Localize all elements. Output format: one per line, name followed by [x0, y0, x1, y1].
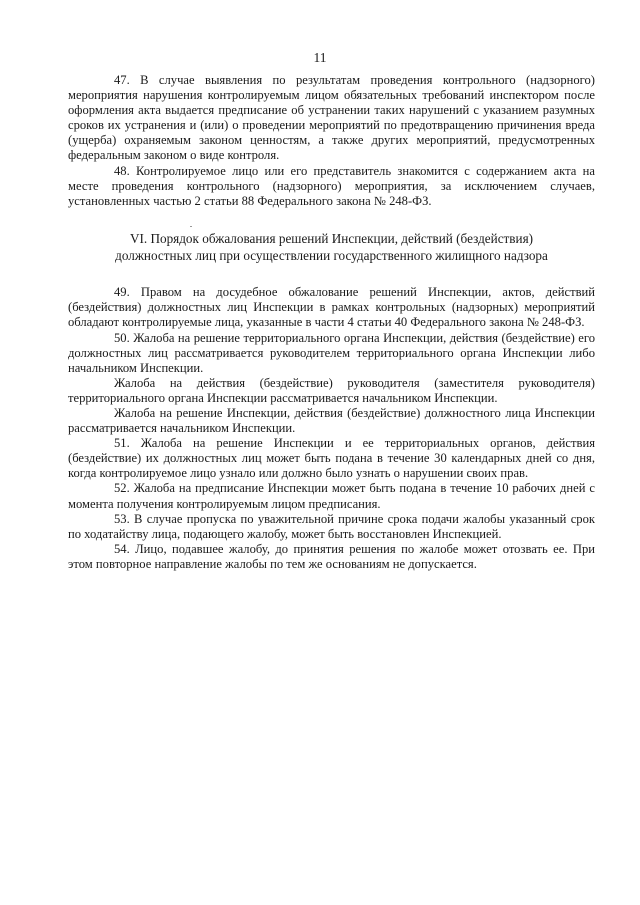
paragraph-47: 47. В случае выявления по результатам проведения контрольного (надзорного) мероприятия нарушения контролируемым лицом обязательных требований инспектором после оформления акта выдается предписание об устранении таких нарушений с указанием разумных сроков их устранения и (или) о проведении мероприятий по предотвращению причинения вреда (ущерба) охраняемым законом ценностям, а также других мероприятий, предусмотренных федеральным законом о виде контроля.	[68, 73, 595, 163]
section-heading-line-2: должностных лиц при осуществлении государственного жилищного надзора	[115, 248, 548, 264]
document-body	[68, 73, 595, 572]
section-heading-line-1: VI. Порядок обжалования решений Инспекции, действий (бездействия)	[129, 230, 534, 246]
paragraph-54: 54. Лицо, подавшее жалобу, до принятия решения по жалобе может отозвать ее. При этом повторное направление жалобы по тем же основаниям не допускается.	[68, 541, 595, 571]
paragraph-48: 48. Контролируемое лицо или его представитель знакомится с содержанием акта на месте проведения контрольного (надзорного) мероприятия, за исключением случаев, установленных частью 2 статьи 88 Федерального закона № 248-ФЗ.	[68, 163, 595, 208]
paragraph-51: 51. Жалоба на решение Инспекции и ее территориальных органов, действия (бездействие) их должностных лиц может быть подана в течение 30 календарных дней со дня, когда контролируемое лицо узнало или должно было узнать о нарушении своих прав.	[68, 436, 595, 481]
page-number: 11	[313, 50, 327, 65]
section-heading	[68, 230, 595, 264]
paragraph-53: 53. В случае пропуска по уважительной причине срока подачи жалобы указанный срок по ходатайству лица, подающего жалобу, может быть восстановлен Инспекцией.	[68, 511, 595, 541]
paragraph-52: 52. Жалоба на предписание Инспекции может быть подана в течение 10 рабочих дней с момента получения контролируемым лицом предписания.	[68, 481, 595, 511]
paragraph-50-deputy: Жалоба на действия (бездействие) руководителя (заместителя руководителя) территориального органа Инспекции рассматривается начальником Инспекции.	[68, 375, 595, 405]
paragraph-50-inspection: Жалоба на решение Инспекции, действия (бездействие) должностного лица Инспекции рассматривается начальником Инспекции.	[68, 406, 595, 436]
paragraph-49: 49. Правом на досудебное обжалование решений Инспекции, актов, действий (бездействия) должностных лиц Инспекции в рамках контрольных (надзорных) мероприятий обладают контролируемые лица, указанные в части 4 статьи 40 Федерального закона № 248-ФЗ.	[68, 285, 595, 330]
paragraph-50: 50. Жалоба на решение территориального органа Инспекции, действия (бездействие) его должностных лиц рассматривается руководителем территориального органа Инспекции либо начальником Инспекции.	[68, 330, 595, 375]
